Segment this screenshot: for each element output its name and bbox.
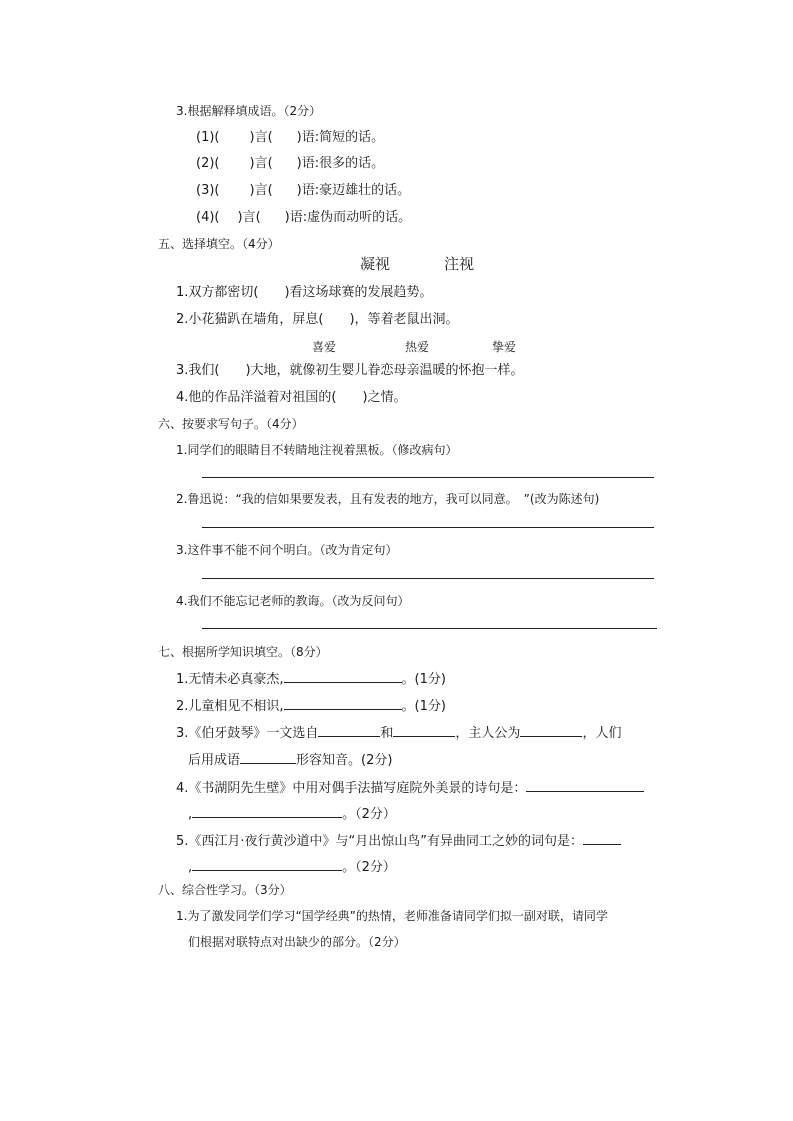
question: 2.鲁迅说：“我的信如果要发表，且有发表的地方，我可以同意。 ”(改为陈述句) — [176, 492, 600, 506]
answer-line[interactable] — [202, 578, 654, 579]
question: 5.《西江月·夜行黄沙道中》与“月出惊山鸟”有异曲同工之妙的词句是： — [176, 830, 621, 851]
question: 3.《伯牙鼓琴》一文选自 和 ，主人公为 ，人们 — [176, 722, 621, 743]
blank[interactable] — [520, 722, 582, 737]
answer-line[interactable] — [202, 628, 657, 629]
idiom-item-3: (3)( )言( )语:豪迈雄壮的话。 — [196, 183, 411, 198]
question-continuation: , 。（2分） — [188, 856, 396, 877]
word-option: 喜爱 — [312, 340, 337, 354]
question: 3.我们( )大地，就像初生婴儿眷恋母亲温暖的怀抱一样。 — [176, 363, 524, 378]
question: 1.无情未必真豪杰, 。(1分) — [176, 668, 446, 689]
idiom-item-2: (2)( )言( )语:很多的话。 — [196, 156, 385, 171]
blank[interactable] — [192, 803, 342, 818]
answer-line[interactable] — [202, 477, 654, 478]
blank[interactable] — [318, 722, 380, 737]
question-title: 3.根据解释填成语。（2分） — [176, 104, 322, 118]
question: 4.我们不能忘记老师的教诲。（改为反问句） — [176, 594, 410, 608]
blank[interactable] — [192, 856, 342, 871]
question: 3.这件事不能不问个明白。（改为肯定句） — [176, 543, 398, 557]
blank[interactable] — [526, 777, 644, 792]
question: 2.儿童相见不相识, 。(1分) — [176, 695, 446, 716]
word-option: 注视 — [444, 255, 475, 273]
question: 1.双方都密切( )看这场球赛的发展趋势。 — [176, 285, 433, 300]
blank[interactable] — [393, 722, 455, 737]
idiom-item-4: (4)( )言( )语:虚伪而动听的话。 — [196, 210, 412, 225]
word-option: 凝视 — [360, 255, 391, 273]
question: 2.小花猫趴在墙角，屏息( )，等着老鼠出洞。 — [176, 312, 459, 327]
section-title: 五、选择填空。（4分） — [158, 237, 280, 251]
section-title: 七、根据所学知识填空。（8分） — [158, 645, 328, 659]
question: 4.《书湖阴先生壁》中用对偶手法描写庭院外美景的诗句是： — [176, 777, 644, 798]
idiom-item-1: (1)( )言( )语:简短的话。 — [196, 130, 385, 145]
blank[interactable] — [583, 830, 621, 845]
answer-line[interactable] — [202, 527, 654, 528]
question: 1.同学们的眼睛目不转睛地注视着黑板。（修改病句） — [176, 443, 458, 457]
blank[interactable] — [240, 749, 296, 764]
word-option: 热爱 — [405, 340, 430, 354]
question-continuation: , 。（2分） — [188, 803, 396, 824]
question-continuation: 们根据对联特点对出缺少的部分。（2分） — [188, 935, 406, 949]
question: 4.他的作品洋溢着对祖国的( )之情。 — [176, 390, 407, 405]
question: 1.为了激发同学们学习“国学经典”的热情，老师准备请同学们拟一副对联，请同学 — [176, 909, 608, 923]
section-title: 六、按要求写句子。（4分） — [158, 417, 304, 431]
section-title: 八、综合性学习。（3分） — [158, 883, 292, 897]
blank[interactable] — [284, 695, 402, 710]
blank[interactable] — [284, 668, 402, 683]
question-continuation: 后用成语 形容知音。(2分) — [188, 749, 392, 770]
word-option: 挚爱 — [492, 340, 517, 354]
